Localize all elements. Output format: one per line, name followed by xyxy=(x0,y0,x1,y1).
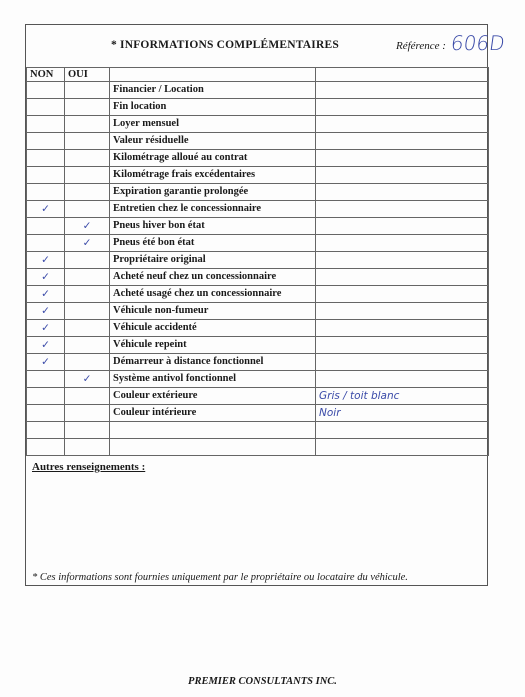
row-value: Noir xyxy=(316,405,489,422)
row-label: Acheté usagé chez un concessionnaire xyxy=(110,286,316,303)
oui-checkbox-cell xyxy=(65,405,110,422)
oui-checkbox-cell: ✓ xyxy=(65,235,110,252)
oui-checkbox-cell xyxy=(65,133,110,150)
row-value xyxy=(316,337,489,354)
row-label: Système antivol fonctionnel xyxy=(110,371,316,388)
form-title: * INFORMATIONS COMPLÉMENTAIRES xyxy=(111,39,339,51)
row-label: Couleur intérieure xyxy=(110,405,316,422)
row-label xyxy=(110,439,316,456)
non-checkbox-cell xyxy=(27,150,65,167)
footnote: * Ces informations sont fournies uniquement par le propriétaire ou locataire du véhicule. xyxy=(32,572,408,583)
non-checkbox-cell: ✓ xyxy=(27,269,65,286)
row-value xyxy=(316,320,489,337)
info-table xyxy=(26,67,489,456)
table-row xyxy=(27,150,489,167)
reference-value: 606D xyxy=(449,31,507,55)
table-row xyxy=(27,218,489,235)
form-header xyxy=(26,25,507,67)
non-checkbox-cell xyxy=(27,235,65,252)
table-row xyxy=(27,388,489,405)
oui-checkbox-cell xyxy=(65,422,110,439)
row-value xyxy=(316,150,489,167)
table-row xyxy=(27,354,489,371)
row-value: Gris / toit blanc xyxy=(316,388,489,405)
row-label: Pneus hiver bon état xyxy=(110,218,316,235)
company-name: PREMIER CONSULTANTS INC. xyxy=(188,676,337,687)
non-checkbox-cell xyxy=(27,218,65,235)
row-value xyxy=(316,422,489,439)
non-checkbox-cell: ✓ xyxy=(27,303,65,320)
non-checkbox-cell: ✓ xyxy=(27,320,65,337)
row-value xyxy=(316,439,489,456)
row-value xyxy=(316,269,489,286)
form-sheet xyxy=(25,24,507,586)
reference-label: Référence : xyxy=(396,40,446,52)
table-row xyxy=(27,405,489,422)
table-row xyxy=(27,235,489,252)
row-label: Acheté neuf chez un concessionnaire xyxy=(110,269,316,286)
row-value xyxy=(316,201,489,218)
non-checkbox-cell: ✓ xyxy=(27,337,65,354)
col-header-non: NON xyxy=(27,68,65,82)
oui-checkbox-cell xyxy=(65,388,110,405)
table-row xyxy=(27,303,489,320)
table-row xyxy=(27,167,489,184)
table-row xyxy=(27,116,489,133)
row-label: Démarreur à distance fonctionnel xyxy=(110,354,316,371)
non-checkbox-cell xyxy=(27,99,65,116)
non-checkbox-cell xyxy=(27,167,65,184)
non-checkbox-cell: ✓ xyxy=(27,286,65,303)
table-row xyxy=(27,422,489,439)
oui-checkbox-cell xyxy=(65,201,110,218)
oui-checkbox-cell xyxy=(65,167,110,184)
oui-checkbox-cell xyxy=(65,303,110,320)
row-label: Véhicule repeint xyxy=(110,337,316,354)
non-checkbox-cell: ✓ xyxy=(27,252,65,269)
oui-checkbox-cell xyxy=(65,99,110,116)
table-row xyxy=(27,439,489,456)
oui-checkbox-cell xyxy=(65,354,110,371)
row-label: Pneus été bon état xyxy=(110,235,316,252)
non-checkbox-cell xyxy=(27,405,65,422)
oui-checkbox-cell: ✓ xyxy=(65,371,110,388)
table-row xyxy=(27,99,489,116)
oui-checkbox-cell: ✓ xyxy=(65,218,110,235)
row-label: Valeur résiduelle xyxy=(110,133,316,150)
row-label: Couleur extérieure xyxy=(110,388,316,405)
table-row xyxy=(27,201,489,218)
non-checkbox-cell xyxy=(27,439,65,456)
col-header-oui: OUI xyxy=(65,68,110,82)
oui-checkbox-cell xyxy=(65,82,110,99)
row-value xyxy=(316,99,489,116)
row-label xyxy=(110,422,316,439)
row-value xyxy=(316,252,489,269)
non-checkbox-cell xyxy=(27,116,65,133)
row-label: Expiration garantie prolongée xyxy=(110,184,316,201)
oui-checkbox-cell xyxy=(65,184,110,201)
row-label: Financier / Location xyxy=(110,82,316,99)
non-checkbox-cell: ✓ xyxy=(27,201,65,218)
non-checkbox-cell xyxy=(27,82,65,99)
table-row xyxy=(27,269,489,286)
table-row xyxy=(27,82,489,99)
row-label: Fin location xyxy=(110,99,316,116)
oui-checkbox-cell xyxy=(65,320,110,337)
col-header-value xyxy=(316,68,489,82)
row-value xyxy=(316,286,489,303)
oui-checkbox-cell xyxy=(65,252,110,269)
non-checkbox-cell xyxy=(27,133,65,150)
oui-checkbox-cell xyxy=(65,269,110,286)
row-value xyxy=(316,371,489,388)
row-value xyxy=(316,184,489,201)
row-value xyxy=(316,235,489,252)
table-row xyxy=(27,320,489,337)
row-value xyxy=(316,82,489,99)
table-row xyxy=(27,252,489,269)
row-value xyxy=(316,303,489,320)
col-header-label xyxy=(110,68,316,82)
row-label: Véhicule non-fumeur xyxy=(110,303,316,320)
table-row xyxy=(27,371,489,388)
non-checkbox-cell: ✓ xyxy=(27,354,65,371)
table-row xyxy=(27,133,489,150)
row-label: Entretien chez le concessionnaire xyxy=(110,201,316,218)
oui-checkbox-cell xyxy=(65,116,110,133)
oui-checkbox-cell xyxy=(65,439,110,456)
oui-checkbox-cell xyxy=(65,150,110,167)
row-value xyxy=(316,354,489,371)
non-checkbox-cell xyxy=(27,371,65,388)
table-header-row xyxy=(27,68,489,82)
other-info-label: Autres renseignements : xyxy=(32,461,146,473)
non-checkbox-cell xyxy=(27,184,65,201)
oui-checkbox-cell xyxy=(65,286,110,303)
table-row xyxy=(27,286,489,303)
row-label: Loyer mensuel xyxy=(110,116,316,133)
row-value xyxy=(316,116,489,133)
row-label: Kilométrage alloué au contrat xyxy=(110,150,316,167)
row-label: Véhicule accidenté xyxy=(110,320,316,337)
row-value xyxy=(316,167,489,184)
row-value xyxy=(316,133,489,150)
row-label: Propriétaire original xyxy=(110,252,316,269)
oui-checkbox-cell xyxy=(65,337,110,354)
row-label: Kilométrage frais excédentaires xyxy=(110,167,316,184)
non-checkbox-cell xyxy=(27,388,65,405)
table-row xyxy=(27,337,489,354)
non-checkbox-cell xyxy=(27,422,65,439)
table-row xyxy=(27,184,489,201)
row-value xyxy=(316,218,489,235)
